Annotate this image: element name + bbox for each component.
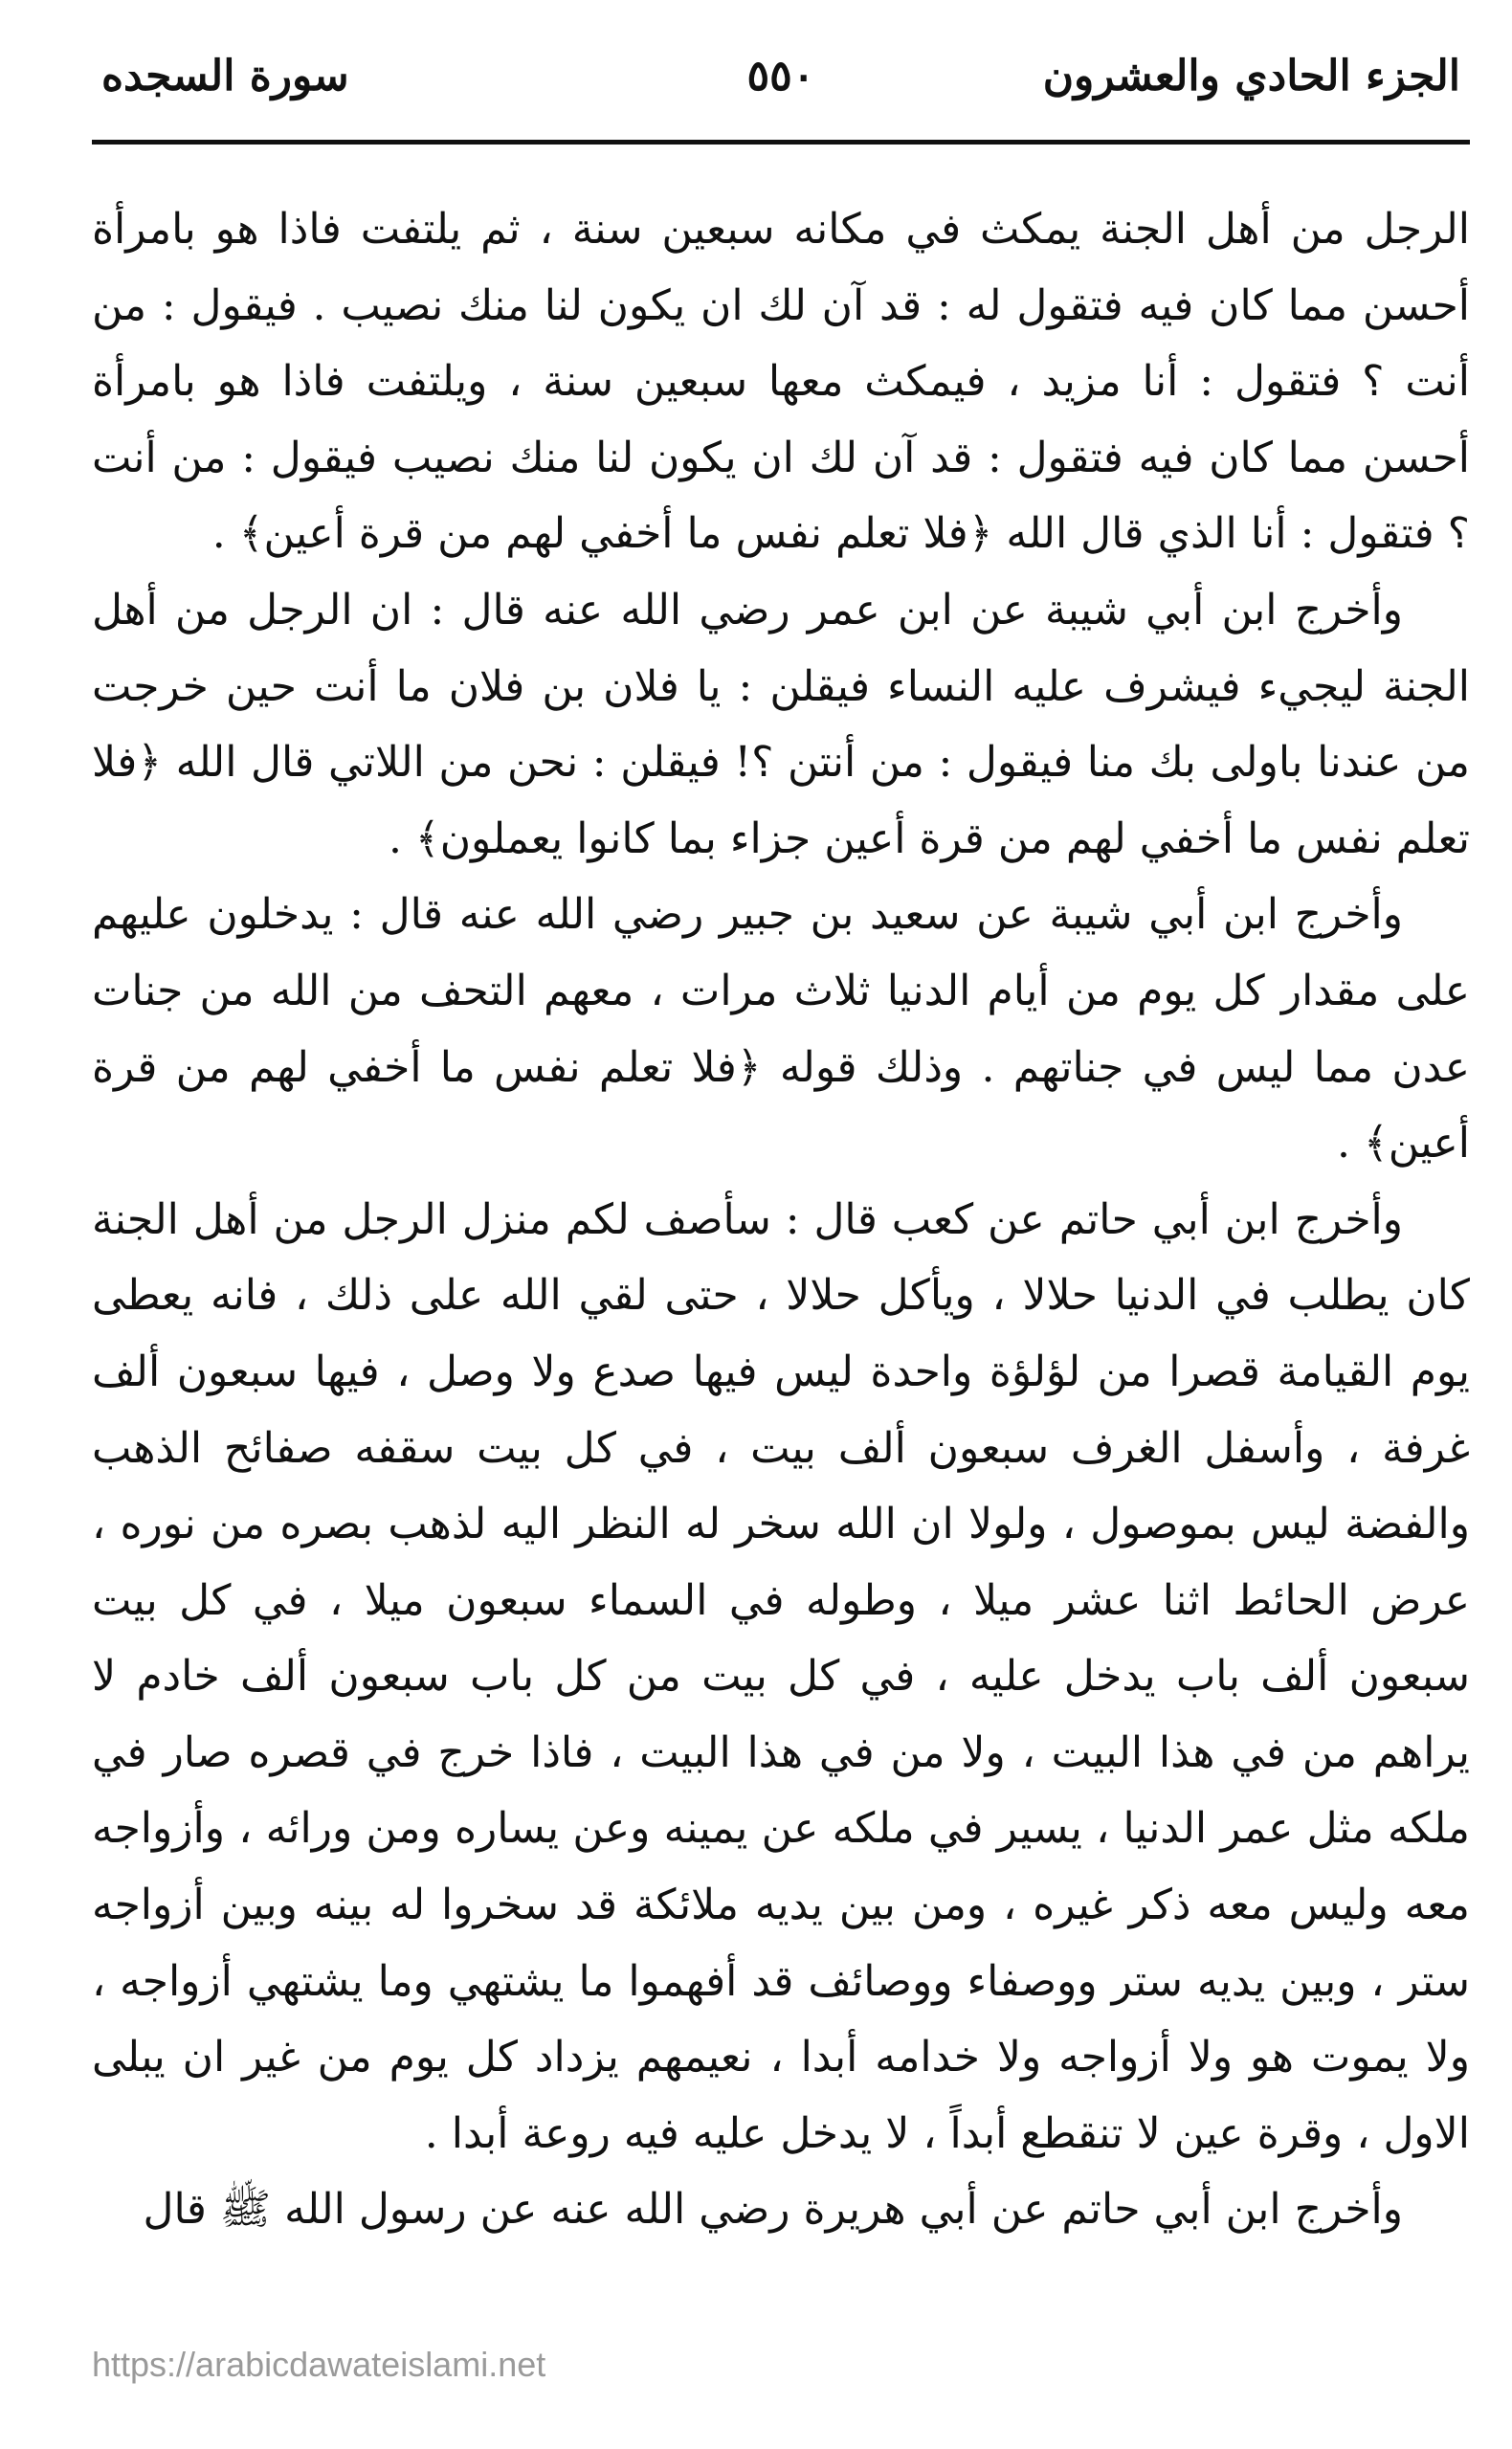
body-text xyxy=(92,191,1470,2248)
paragraph: وأخرج ابن أبي حاتم عن أبي هريرة رضي الله عنه عن رسول الله ﷺ قال xyxy=(143,2185,1403,2235)
paragraph: وأخرج ابن أبي شيبة عن ابن عمر رضي الله عنه قال : ان الرجل من أهل الجنة ليجيء فيشرف عليه النساء فيقلن : يا فلان بن فلان ما أنت حين خرجت من عندنا باولى بك منا فيقول : من أنتن ؟! فيقلن : نحن من اللاتي قال الله ﴿فلا تعلم نفس ما أخفي لهم من قرة أعين جزاء بما كانوا يعملون﴾ . xyxy=(92,585,1471,863)
part-title: الجزء الحادي والعشرون xyxy=(1042,52,1460,100)
watermark-url: https://arabicdawateislami.net xyxy=(92,2345,546,2384)
paragraph: الرجل من أهل الجنة يمكث في مكانه سبعين سنة ، ثم يلتفت فاذا هو بامرأة أحسن مما كان فيه فتقول له : قد آن لك ان يكون لنا منك نصيب . فيقول : من أنت ؟ فتقول : أنا مزيد ، فيمكث معها سبعين سنة ، ويلتفت فاذا هو بامرأة أحسن مما كان فيه فتقول : قد آن لك ان يكون لنا منك نصيب فيقول : من أنت ؟ فتقول : أنا الذي قال الله ﴿فلا تعلم نفس ما أخفي لهم من قرة أعين﴾ . xyxy=(92,205,1470,559)
page-header xyxy=(92,38,1470,115)
paragraph: وأخرج ابن أبي حاتم عن كعب قال : سأصف لكم منزل الرجل من أهل الجنة كان يطلب في الدنيا حلالا ، ويأكل حلالا ، حتى لقي الله على ذلك ، فانه يعطى يوم القيامة قصرا من لؤلؤة واحدة ليس فيها صدع ولا وصل ، فيها سبعون ألف غرفة ، وأسفل الغرف سبعون ألف بيت ، في كل بيت سقفه صفائح الذهب والفضة ليس بموصول ، ولولا ان الله سخر له النظر اليه لذهب بصره من نوره ، عرض الحائط اثنا عشر ميلا ، وطوله في السماء سبعون ميلا ، في كل بيت سبعون ألف باب يدخل عليه ، في كل بيت من كل باب سبعون ألف خادم لا يراهم من في هذا البيت ، ولا من في هذا البيت ، فاذا خرج في قصره صار في ملكه مثل عمر الدنيا ، يسير في ملكه عن يمينه وعن يساره ومن ورائه ، وأزواجه معه وليس معه ذكر غيره ، ومن بين يديه ملائكة قد سخروا له بينه وبين أزواجه ستر ، وبين يديه ستر ووصفاء ووصائف قد أفهموا ما يشتهي وما يشتهي أزواجه ، ولا يموت هو ولا أزواجه ولا خدامه أبدا ، نعيمهم يزداد كل يوم من غير ان يبلى الاول ، وقرة عين لا تنقطع أبداً ، لا يدخل عليه فيه روعة أبدا . xyxy=(92,1194,1470,2158)
page-number: ٥٥٠ xyxy=(746,52,815,100)
book-page xyxy=(92,38,1470,2373)
surah-title: سورة السجده xyxy=(101,52,349,100)
header-rule xyxy=(92,140,1470,145)
paragraph: وأخرج ابن أبي شيبة عن سعيد بن جبير رضي الله عنه قال : يدخلون عليهم على مقدار كل يوم من أيام الدنيا ثلاث مرات ، معهم التحف من الله من جنات عدن مما ليس في جناتهم . وذلك قوله ﴿فلا تعلم نفس ما أخفي لهم من قرة أعين﴾ . xyxy=(92,890,1470,1169)
